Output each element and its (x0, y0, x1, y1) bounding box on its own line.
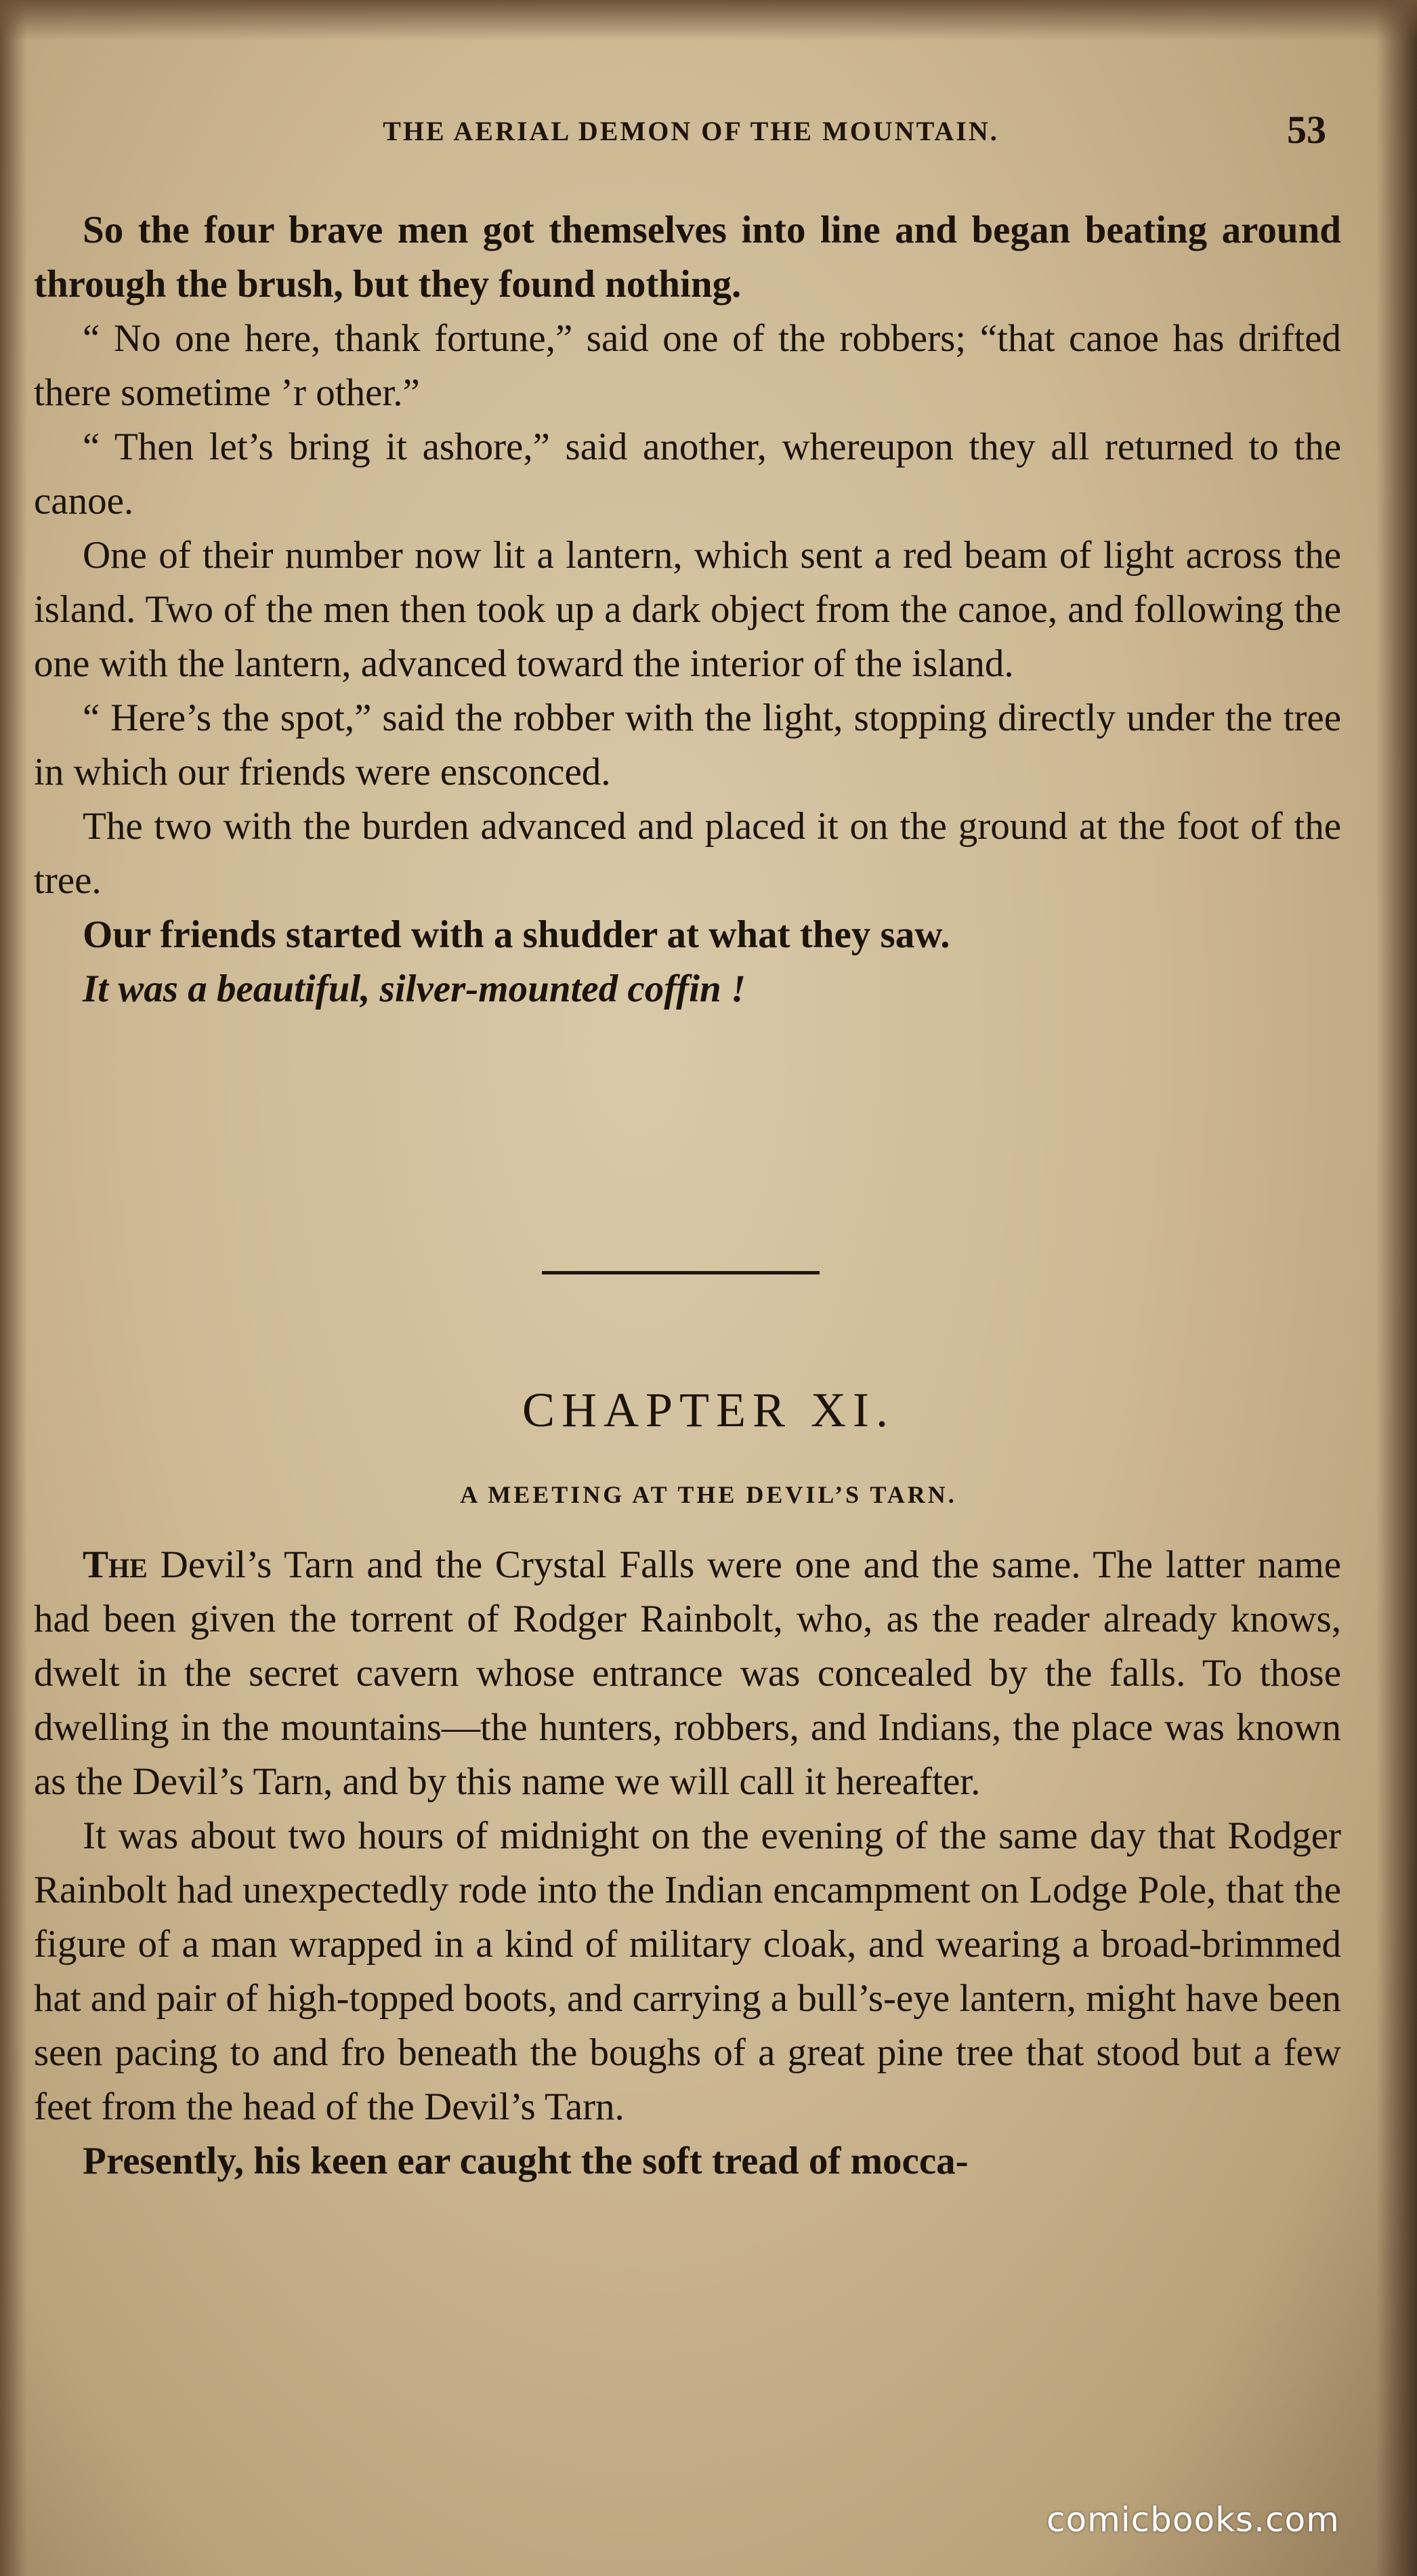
chapter-body-text (34, 1538, 1341, 2188)
watermark-text: comicbooks.com (1046, 2500, 1340, 2539)
opening-paragraph-text: Devil’s Tarn and the Crystal Falls were one and the same. The latter name had been given the torrent of Rodger Rainbolt, who, as the reader already knows, dwelt in the secret cavern whose entrance was concealed by the falls. To those dwelling in the mountains—the hunters, robbers, and Indians, the place was known as the Devil’s Tarn, and by this name we will call it hereafter. (34, 1543, 1341, 1803)
body-text-before-chapter (34, 203, 1341, 1016)
paragraph: It was about two hours of midnight on the evening of the same day that Rodger Rainbolt had unexpectedly rode into the Indian encampment on Lodge Pole, that the figure of a man wrapped in a kind of military cloak, and wearing a broad-brimmed hat and pair of high-topped boots, and carrying a bull’s-eye lantern, might have been seen pacing to and fro beneath the boughs of a great pine tree that stood but a few feet from the head of the Devil’s Tarn. (34, 1814, 1341, 2128)
chapter-subtitle: A MEETING AT THE DEVIL’S TARN. (460, 1481, 957, 1508)
paragraph: One of their number now lit a lantern, which sent a red beam of light across the island. Two of the men then took up a dark object from the canoe, and following the one with the lantern, advanced toward the interior of the island. (34, 534, 1341, 685)
paragraph: “ Here’s the spot,” said the robber with the light, stopping directly under the tree in which our friends were ensconced. (34, 697, 1341, 793)
page-number: 53 (1287, 108, 1326, 152)
paragraph: “ Then let’s bring it ashore,” said another, whereupon they all returned to the canoe. (34, 425, 1341, 522)
page-edge-shadow-right (1376, 0, 1417, 2576)
opening-word: The (83, 1543, 148, 1586)
chapter-opening-paragraph (34, 1538, 1341, 1809)
paragraph: “ No one here, thank fortune,” said one of the robbers; “that canoe has drifted there sometime ’r other.” (34, 317, 1341, 414)
paragraph: Our friends started with a shudder at what they saw. (83, 913, 950, 956)
page-edge-shadow-left (0, 0, 27, 2576)
paragraph: The two with the burden advanced and placed it on the ground at the foot of the tree. (34, 805, 1341, 902)
chapter-title: CHAPTER XI. (522, 1383, 895, 1437)
closing-italic-line: It was a beautiful, silver-mounted coffin ! (83, 968, 746, 1010)
page-edge-shadow-top (0, 0, 1417, 41)
paragraph: Presently, his keen ear caught the soft tread of mocca- (83, 2140, 969, 2182)
paragraph: So the four brave men got themselves into line and began beating around through the brush, but they found nothing. (34, 209, 1341, 306)
section-divider-rule (542, 1271, 820, 1274)
running-head: THE AERIAL DEMON OF THE MOUNTAIN. (383, 116, 999, 146)
